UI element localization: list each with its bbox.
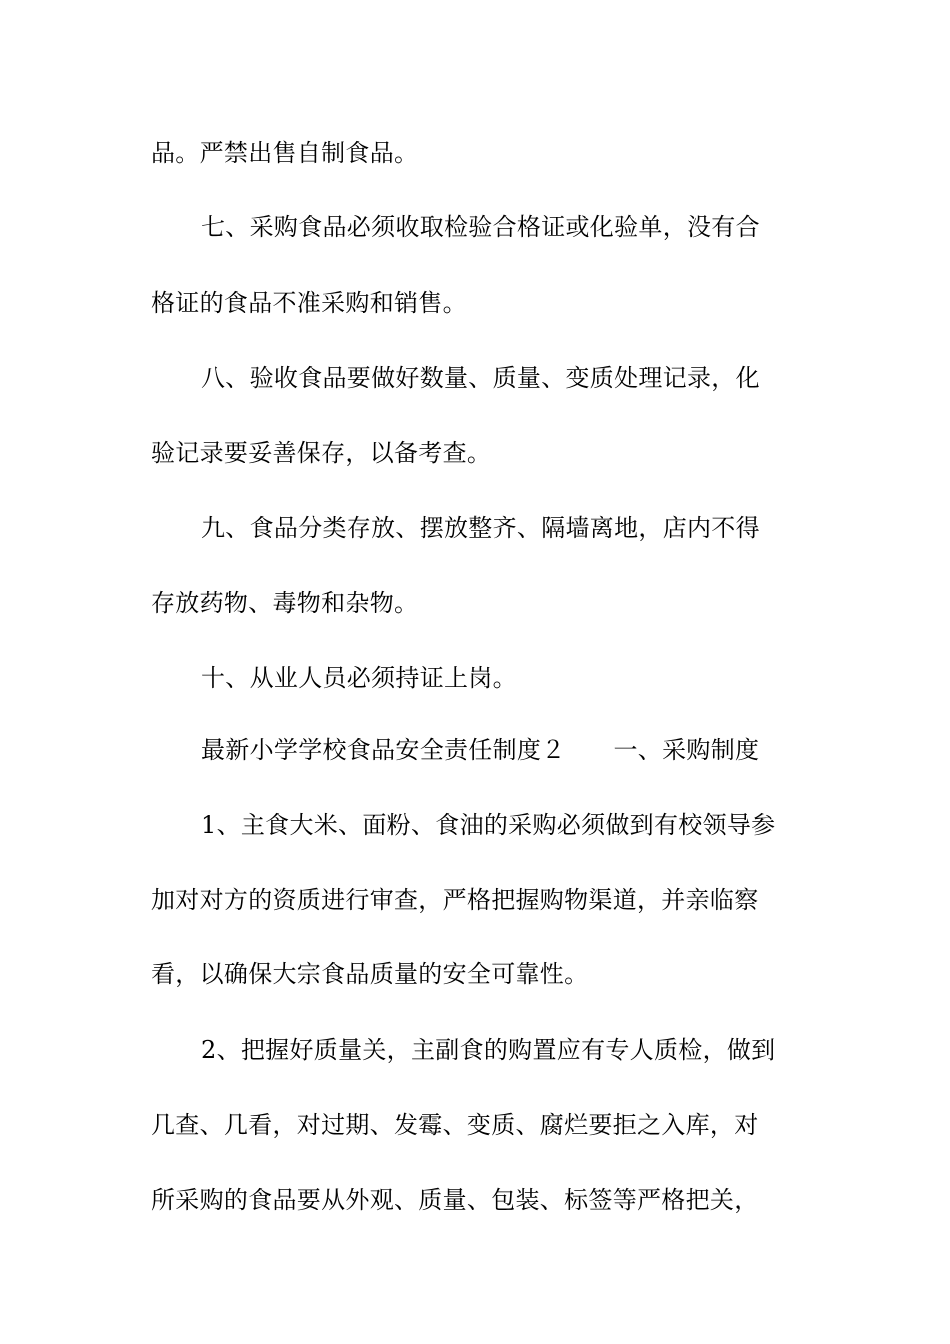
text-line: 加对对方的资质进行审查，严格把握购物渠道，并亲临察 — [151, 886, 759, 914]
text-line: 品。严禁出售自制食品。 — [151, 139, 419, 167]
subsection-title: 一、采购制度 — [613, 736, 760, 764]
text-line: 存放药物、毒物和杂物。 — [151, 589, 419, 617]
text-line: 2、把握好质量关，主副食的购置应有专人质检，做到 — [201, 1036, 776, 1064]
text-line: 1、主食大米、面粉、食油的采购必须做到有校领导参 — [201, 811, 776, 839]
section-title: 最新小学学校食品安全责任制度２ — [201, 736, 566, 764]
text-line: 看，以确保大宗食品质量的安全可靠性。 — [151, 960, 589, 988]
text-line: 验记录要妥善保存，以备考查。 — [151, 439, 492, 467]
text-line: 格证的食品不准采购和销售。 — [151, 289, 467, 317]
section-heading-line — [201, 730, 861, 770]
text-line: 十、从业人员必须持证上岗。 — [201, 664, 517, 692]
text-line: 九、食品分类存放、摆放整齐、隔墙离地，店内不得 — [201, 514, 760, 542]
text-line: 七、采购食品必须收取检验合格证或化验单，没有合 — [201, 213, 760, 241]
text-line: 几查、几看，对过期、发霉、变质、腐烂要拒之入库，对 — [151, 1111, 759, 1139]
text-line: 八、验收食品要做好数量、质量、变质处理记录，化 — [201, 364, 760, 392]
text-line: 所采购的食品要从外观、质量、包装、标签等严格把关， — [151, 1186, 759, 1214]
